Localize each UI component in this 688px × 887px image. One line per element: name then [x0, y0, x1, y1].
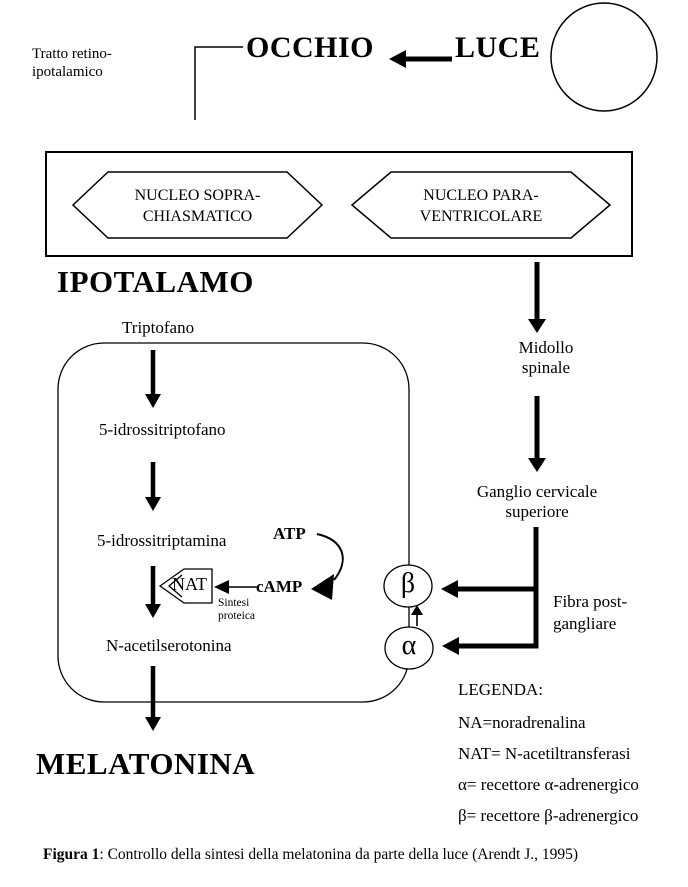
acetilserotonina-label: N-acetilserotonina: [106, 636, 232, 655]
fibra-postgangliare-label: [553, 591, 627, 635]
figure-caption-text: : Controllo della sintesi della melatonina da parte della luce (Arendt J., 1995): [99, 846, 579, 863]
atp-camp-arrowhead: [311, 574, 334, 600]
nucleus-soprachiasmatico-label: [73, 185, 322, 227]
legend-item-nat: NAT= N-acetiltransferasi: [458, 744, 631, 763]
beta-receptor-label: β: [400, 568, 416, 599]
alpha-receptor-label: α: [401, 630, 417, 661]
melatonina-label: MELATONINA: [36, 746, 256, 781]
luce-label: LUCE: [455, 31, 541, 64]
idrossitriptamina-label: 5-idrossitriptamina: [97, 531, 227, 550]
legend-item-beta: β= recettore β-adrenergico: [458, 806, 639, 825]
arrow-to-ganglion-head: [528, 458, 546, 472]
legend-title: LEGENDA:: [458, 680, 543, 699]
fiber-beta-arrowhead: [441, 580, 458, 598]
sintesi-line1: Sintesi: [218, 597, 250, 609]
nucleus-paraventricolare-line2: VENTRICOLARE: [419, 208, 543, 225]
legend-item-na: NA=noradrenalina: [458, 713, 586, 732]
fibra-line2: gangliare: [553, 614, 617, 633]
fiber-alpha-arrowhead: [442, 637, 459, 655]
luce-occhio-arrowhead: [389, 50, 406, 68]
camp-nat-arrowhead: [214, 580, 229, 594]
camp-label: cAMP: [256, 577, 303, 596]
arrow-step3-head: [145, 604, 161, 618]
triptofano-label: Triptofano: [122, 318, 195, 337]
idrossitriptofano-label: 5-idrossitriptofano: [99, 420, 226, 439]
retino-tract-line: [195, 47, 243, 120]
figure-caption: [43, 846, 578, 864]
ganglio-cervicale-label: [457, 482, 617, 521]
atp-camp-curve: [317, 534, 343, 580]
arrow-step1-head: [145, 394, 161, 408]
retino-tract-label: [32, 45, 112, 81]
midollo-line1: Midollo: [518, 338, 574, 357]
atp-label: ATP: [273, 524, 306, 543]
eye-circle: [551, 3, 657, 111]
retino-tract-label-line1: Tratto retino-: [32, 46, 112, 62]
sintesi-line2: proteica: [218, 610, 256, 622]
fibra-line1: Fibra post-: [553, 592, 628, 611]
nucleus-soprachiasmatico-line1: NUCLEO SOPRA-: [134, 187, 261, 204]
ganglio-line2: superiore: [505, 501, 569, 521]
nat-label: NAT: [172, 574, 207, 594]
ipotalamo-label: IPOTALAMO: [57, 264, 254, 299]
midollo-line2: spinale: [521, 357, 571, 377]
occhio-label: OCCHIO: [246, 31, 375, 64]
midollo-spinale-label: [496, 338, 596, 377]
nucleus-paraventricolare-line1: NUCLEO PARA-: [423, 187, 539, 204]
arrow-step4-head: [145, 717, 161, 731]
nucleus-soprachiasmatico-line2: CHIASMATICO: [142, 208, 253, 225]
arrow-to-spinal-head: [528, 319, 546, 333]
arrow-step2-head: [145, 497, 161, 511]
retino-tract-label-line2: ipotalamico: [32, 64, 103, 80]
figure-caption-label: Figura 1: [43, 846, 100, 863]
ganglio-line1: Ganglio cervicale: [476, 482, 598, 501]
nucleus-paraventricolare-label: [352, 185, 610, 227]
legend-item-alpha: α= recettore α-adrenergico: [458, 775, 639, 794]
sintesi-proteica-label: [218, 597, 255, 623]
